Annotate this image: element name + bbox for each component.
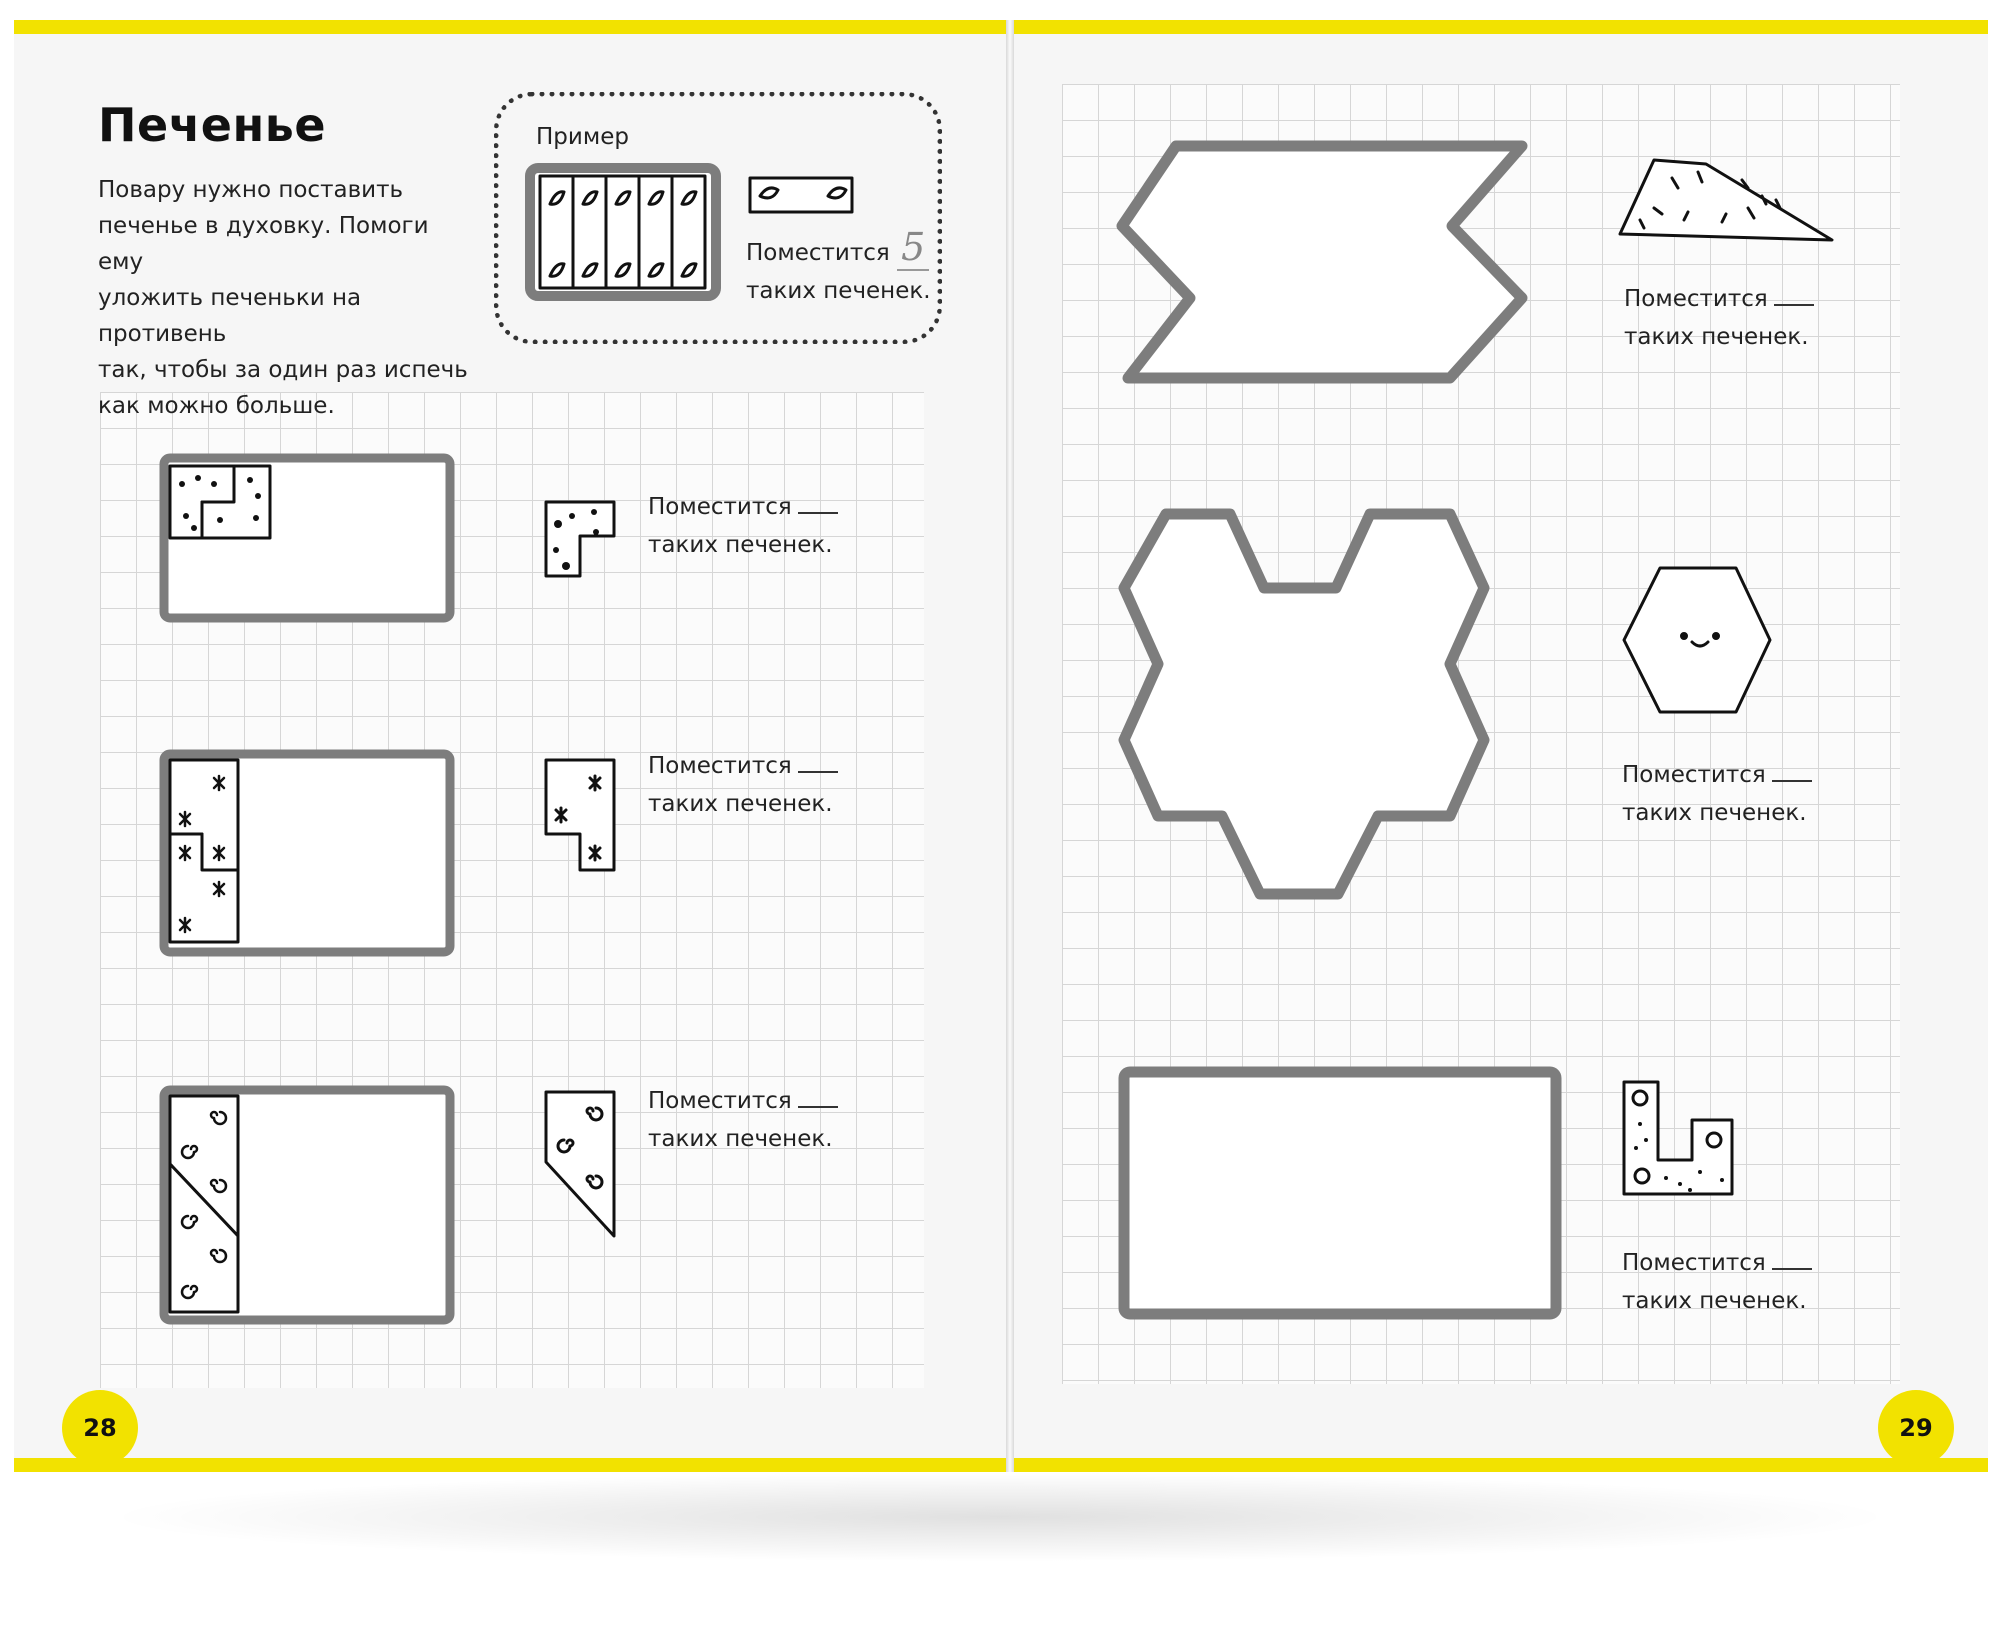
example-answer-value: 5 [897,225,929,271]
page-number-left: 28 [62,1390,138,1466]
answer-prefix: Поместится [746,240,890,266]
tray-ribbon [1122,146,1522,378]
example-label: Пример [536,124,629,150]
tray-2 [164,754,450,952]
example-tray [530,168,716,296]
intro-line: так, чтобы за один раз испечь [98,357,468,383]
tray-1 [164,458,450,618]
answer-suffix: таких печенек. [1622,1288,1807,1314]
answer-suffix: таких печенек. [1624,324,1809,350]
intro-line: печенье в духовку. Помоги ему [98,213,429,275]
cookie-2 [546,760,614,870]
answer-suffix: таких печенек. [648,532,833,558]
answer-suffix: таких печенек. [746,278,931,304]
answer-prefix: Поместится [1624,286,1768,312]
tray-rectangle [1124,1072,1556,1314]
cookie-1 [546,502,614,576]
page-title: Печенье [98,98,327,152]
intro-line: как можно больше. [98,393,335,419]
answer-suffix: таких печенек. [648,1126,833,1152]
answer-prefix: Поместится [648,1088,792,1114]
cookie-trapezoid [1620,160,1832,240]
answer-prefix: Поместится [648,753,792,779]
answer-prefix: Поместится [1622,762,1766,788]
answer-prefix: Поместится [648,494,792,520]
page-number-right: 29 [1878,1390,1954,1466]
cookie-3 [546,1092,614,1236]
answer-suffix: таких печенек. [1622,800,1807,826]
answer-suffix: таких печенек. [648,791,833,817]
tray-hexagon-cluster [1124,514,1484,894]
intro-line: уложить печеньки на противень [98,285,362,347]
cookie-hexagon [1624,568,1770,712]
tray-3 [164,1090,450,1320]
intro-line: Повару нужно поставить [98,177,404,203]
answer-prefix: Поместится [1622,1250,1766,1276]
cookie-u-shape [1624,1082,1732,1194]
example-cookie [750,178,852,212]
